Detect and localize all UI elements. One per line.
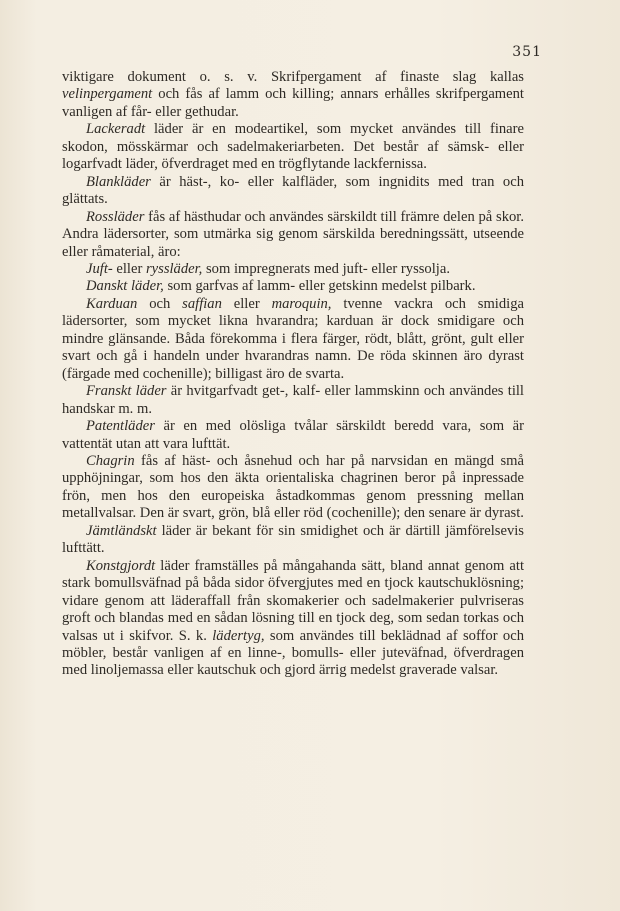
italic-term: maroquin, — [271, 295, 332, 312]
italic-term: Patentläder — [86, 418, 155, 435]
page-number: 351 — [512, 44, 542, 60]
italic-term: Franskt läder — [86, 383, 167, 400]
text-run: tvenne vackra och smidiga lädersorter, som mycket likna hvarandra; karduan är dock smidigare och mindre glänsande. Båda förekomma i flera färger, rödt, blått, grönt, gult eller svart och gå i handeln under hvarandras namn. De röda skinnen äro dyrast (färgade med cochenille); billigast äro de svarta. — [62, 295, 524, 382]
text-run: är hvitgarfvadt get-, kalf- eller lammskinn och användes till handskar m. m. — [62, 383, 524, 417]
paragraph — [62, 209, 524, 261]
italic-term: ryssläder, — [145, 260, 203, 277]
text-run: viktigare dokument o. s. v. Skrifpergament af finaste slag kallas — [62, 69, 524, 85]
italic-term: Danskt läder, — [86, 278, 164, 295]
paragraph — [62, 121, 524, 173]
italic-term: saffian — [182, 295, 222, 312]
paragraph — [62, 558, 524, 680]
paragraph — [62, 296, 524, 383]
text-run: som garfvas af lamm- eller getskinn medelst pilbark. — [163, 278, 476, 295]
italic-term: velinpergament — [62, 86, 153, 103]
italic-term: Jämtländskt — [86, 522, 157, 539]
paragraph — [62, 453, 524, 523]
italic-term: Rossläder — [86, 208, 145, 225]
italic-term: Juft- — [86, 260, 113, 277]
text-run: som impregnerats med juft- eller ryssolja. — [202, 260, 450, 277]
paragraph — [62, 174, 524, 209]
text-run: är häst-, ko- eller kalfläder, som ingnidits med tran och glättats. — [62, 173, 524, 208]
text-run: eller — [112, 260, 146, 277]
paragraph — [62, 261, 524, 278]
paragraph — [62, 69, 524, 121]
italic-term: Konstgjordt — [86, 557, 156, 574]
paragraph — [62, 383, 524, 418]
paragraph — [62, 418, 524, 453]
text-run: läder är en modeartikel, som mycket användes till finare skodon, mösskärmar och sadelmakeriarbeten. Det består af sämsk- eller logarfvadt läder, öfverdraget med en trögflytande lackfernissa. — [62, 121, 524, 173]
text-run: läder är bekant för sin smidighet och är därtill jämförelsevis lufttätt. — [62, 522, 524, 557]
italic-term: Karduan — [86, 295, 138, 312]
body-text — [62, 69, 524, 680]
italic-term: Lackeradt — [86, 121, 146, 138]
text-run: och fås af lamm och killing; annars erhålles skrifpergament vanligen af får- eller gethudar. — [62, 86, 524, 120]
text-run: är en med olösliga tvålar särskildt beredd vara, som är vattentät utan att vara lufttät. — [62, 418, 524, 452]
italic-term: Chagrin — [86, 452, 135, 469]
text-run: fås af häst- och åsnehud och har på narvsidan en mängd små upphöjningar, som hos den äkta orientaliska chagrinen beror på inpressade frön, men hos den europeiska åstadkommas genom pressning mellan metallvalsar. Den är svart, grön, blå eller röd (cochenille); den senare är dyrast. — [62, 452, 524, 522]
text-run: eller — [221, 295, 272, 312]
text-run: och — [137, 295, 183, 312]
paragraph — [62, 523, 524, 558]
italic-term: Blankläder — [86, 173, 151, 190]
text-run: fås af hästhudar och användes särskildt till främre delen på skor. Andra lädersorter, som utmärka sig genom särskilda beredningssätt, utseende eller råmaterial, äro: — [62, 208, 524, 260]
italic-term: lädertyg, — [212, 627, 265, 644]
paragraph — [62, 278, 524, 295]
text-run: läder framställes på mångahanda sätt, bland annat genom att stark bomullsväfnad på båda sidor öfvergjutes med en tjock kautschuklösning; vidare genom att läderaffall från skomakerier och sadelmakerier pulvriseras groft och blandas med en sådan lösning till en tjock deg, som sedan torkas och valsas ut i skifvor. S. k. — [62, 557, 524, 644]
text-run: som användes till beklädnad af soffor och möbler, består vanligen af en linne-, bomulls- eller juteväfnad, öfverdragen med linoljemassa eller kautschuk och gjord ärrig medelst graverade valsar. — [62, 627, 525, 679]
